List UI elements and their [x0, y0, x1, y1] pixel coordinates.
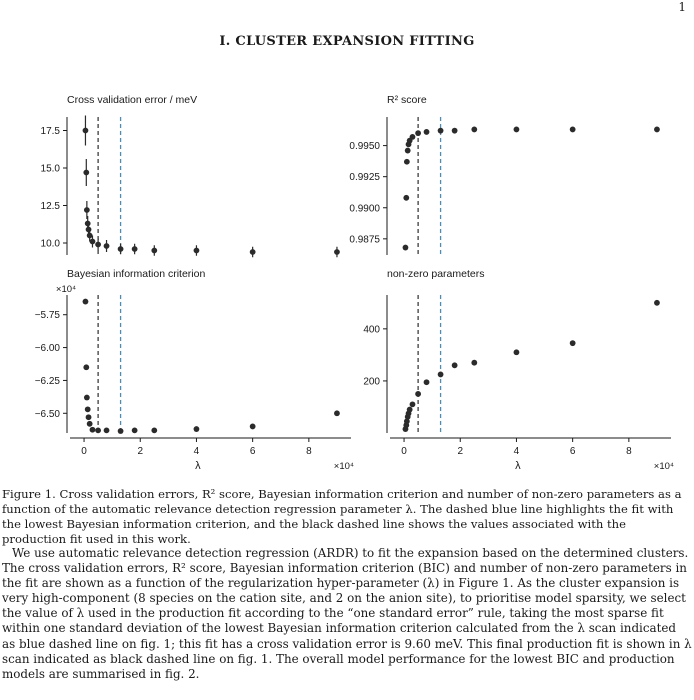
data-point [87, 233, 93, 239]
data-point [410, 401, 416, 407]
data-point [250, 424, 256, 430]
x-tick-label: 4 [513, 446, 520, 457]
data-point [334, 410, 340, 416]
data-point [132, 427, 138, 433]
data-point [403, 245, 409, 251]
data-point [514, 127, 520, 133]
y-tick-label: −6.25 [34, 375, 60, 387]
x-tick-label: 8 [306, 446, 312, 457]
page-number: 1 [678, 0, 686, 14]
data-point [104, 427, 110, 433]
data-point [570, 127, 576, 133]
data-point [85, 221, 91, 227]
panel-4 [363, 268, 674, 472]
data-point [86, 227, 92, 233]
y-tick-label: −5.75 [34, 310, 60, 322]
x-tick-label: 4 [193, 446, 200, 457]
data-point [415, 391, 421, 397]
panel-1 [41, 94, 340, 257]
data-point [83, 128, 89, 134]
y-tick-label: 12.5 [40, 201, 60, 212]
data-point [90, 427, 96, 433]
y-tick-label: −6.50 [34, 408, 60, 420]
data-point [95, 242, 101, 248]
panel-title: R² score [387, 94, 427, 106]
data-point [250, 249, 256, 255]
data-point [471, 127, 477, 133]
x-tick-label: 0 [401, 446, 407, 457]
x-multiplier: ×10⁴ [333, 461, 354, 472]
data-point [424, 129, 430, 135]
x-tick-label: 2 [457, 446, 464, 457]
x-tick-label: 6 [569, 446, 576, 457]
data-point [84, 395, 90, 401]
data-point [194, 426, 200, 432]
data-point [654, 127, 660, 133]
data-point [118, 428, 124, 434]
data-point [87, 421, 93, 427]
panel-3 [35, 268, 354, 472]
data-point [151, 427, 157, 433]
data-point [194, 248, 200, 254]
data-point [95, 427, 101, 433]
x-axis-label: λ [195, 460, 201, 472]
data-point [438, 128, 444, 134]
data-point [118, 246, 124, 252]
data-point [405, 148, 411, 154]
data-point [471, 360, 477, 366]
data-point [86, 414, 92, 420]
figure-caption: Figure 1. Cross validation errors, R² score, Bayesian information criterion and number of non-zero parameters as a function of the automatic relevance detection regression parameter λ. The dashed blue line highlights the fit with the lowest Bayesian information criterion, and the black dashed line shows the values associated with the production fit used in this work. [2, 487, 682, 546]
body-paragraph: We use automatic relevance detection regression (ARDR) to fit the expansion based on the determined clusters. The cross validation errors, R² score, Bayesian information criterion (BIC) and number of non-zero parameters in the fit are shown as a function of the regularization hyper-parameter (λ) in Figure 1. As the cluster expansion is very high-component (8 species on the cation site, and 2 on the anion site), to prioritise model sparsity, we select the value of λ used in the production fit according to the “one standard error” rule, taking the most sparse fit within one standard deviation of the lowest Bayesian information criterion calculated from the λ scan indicated as blue dashed line on fig. 1; this fit has a cross validation error is 9.60 meV. This final production fit is shown in λ scan indicated as black dashed line on fig. 1. The overall model performance for the lowest BIC and production models are summarised in fig. 2. [2, 546, 692, 681]
data-point [403, 195, 409, 201]
y-tick-label: 10.0 [40, 238, 60, 250]
data-point [424, 379, 430, 385]
data-point [654, 300, 660, 306]
y-tick-label: 0.9875 [349, 234, 380, 246]
data-point [85, 406, 91, 412]
y-tick-label: −6.00 [34, 343, 60, 355]
data-point [452, 128, 458, 134]
y-multiplier: ×10⁴ [55, 284, 77, 295]
y-tick-label: 400 [363, 324, 380, 336]
data-point [132, 246, 138, 252]
panel-title: Bayesian information criterion [67, 268, 206, 280]
data-point [334, 249, 340, 255]
y-tick-label: 0.9950 [349, 141, 380, 153]
data-point [104, 243, 110, 249]
data-point [452, 362, 458, 368]
data-point [83, 299, 89, 305]
panel-title: Cross validation error / meV [67, 94, 198, 106]
data-point [84, 207, 90, 213]
y-tick-label: 200 [363, 376, 380, 388]
y-tick-label: 0.9925 [349, 172, 380, 184]
data-point [90, 239, 96, 245]
x-axis-label: λ [515, 460, 521, 472]
y-tick-label: 17.5 [40, 126, 60, 137]
data-point [514, 349, 520, 355]
data-point [570, 340, 576, 346]
panel-2 [349, 94, 659, 255]
section-heading: I. CLUSTER EXPANSION FITTING [219, 34, 475, 49]
x-tick-label: 2 [137, 446, 144, 457]
data-point [438, 372, 444, 378]
data-point [151, 248, 157, 254]
x-tick-label: 0 [81, 446, 87, 457]
y-tick-label: 0.9900 [349, 203, 380, 215]
x-tick-label: 8 [626, 446, 632, 457]
data-point [404, 159, 410, 165]
panel-title: non-zero parameters [387, 268, 485, 280]
y-tick-label: 15.0 [40, 163, 60, 175]
data-point [407, 407, 413, 413]
figure-1 [0, 80, 694, 472]
data-point [415, 130, 421, 136]
data-point [410, 134, 416, 140]
data-point [83, 170, 89, 176]
x-tick-label: 6 [249, 446, 256, 457]
data-point [83, 364, 89, 370]
x-multiplier: ×10⁴ [653, 461, 674, 472]
